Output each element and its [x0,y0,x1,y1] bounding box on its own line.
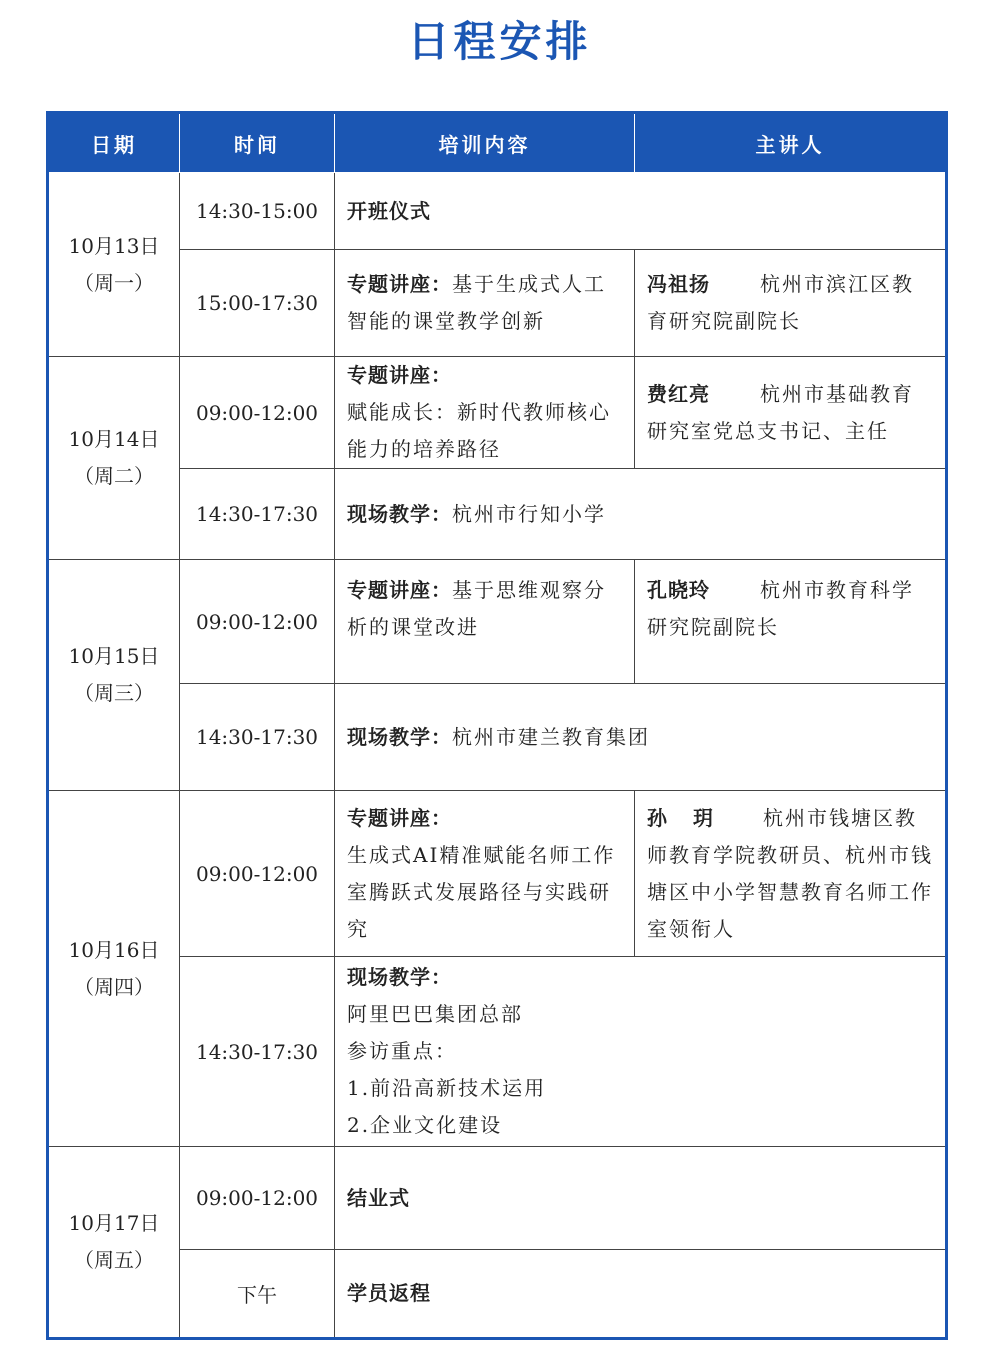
speaker-title: 杭州市基础教育研究室党总支书记、主任 [647,381,914,443]
weekday-text: （周三） [74,681,154,705]
content-line: 参访重点： [347,1039,457,1063]
speaker-cell [635,357,947,469]
content-label: 开班仪式 [347,198,431,223]
date-text: 10月17日 [68,1211,160,1235]
content-text: 杭州市行知小学 [452,501,606,526]
content-text: 生成式AI精准赋能名师工作室腾跃式发展路径与实践研究 [347,842,616,941]
content-cell [335,957,947,1147]
time-cell: 14:30-15:00 [180,173,335,250]
header-date: 日期 [48,113,180,173]
time-cell: 14:30-17:30 [180,469,335,560]
content-cell [335,173,947,250]
content-label: 专题讲座： [347,805,452,830]
table-row [48,1250,947,1339]
table-header-row [48,113,947,173]
weekday-text: （周二） [74,464,154,488]
content-line: 阿里巴巴集团总部 [347,1002,523,1026]
speaker-cell [635,791,947,957]
table-row [48,684,947,791]
content-cell [335,1147,947,1250]
table-row [48,250,947,357]
content-cell [335,250,635,357]
speaker-name: 孔晓玲 [647,578,710,602]
time-cell: 下午 [180,1250,335,1339]
content-cell [335,1250,947,1339]
weekday-text: （周五） [74,1248,154,1272]
time-cell: 09:00-12:00 [180,560,335,684]
speaker-name: 费红亮 [647,381,710,406]
content-cell [335,357,635,469]
content-text: 赋能成长：新时代教师核心能力的培养路径 [347,400,611,461]
content-label: 现场教学： [347,501,452,526]
date-text: 10月13日 [68,233,160,258]
content-label: 现场教学： [347,724,452,749]
table-row [48,560,947,684]
weekday-text: （周一） [74,270,154,295]
date-cell [48,560,180,791]
content-label: 学员返程 [347,1281,431,1305]
time-cell: 14:30-17:30 [180,957,335,1147]
header-speaker: 主讲人 [635,113,947,173]
content-line: 1.前沿高新技术运用 [347,1076,547,1100]
content-label: 现场教学： [347,965,452,989]
content-label: 专题讲座： [347,363,452,387]
date-cell [48,791,180,1147]
content-text: 杭州市建兰教育集团 [452,724,650,749]
speaker-name: 孙玥 [647,805,739,830]
table-row [48,469,947,560]
table-row [48,957,947,1147]
time-cell: 09:00-12:00 [180,791,335,957]
content-text: 基于思维观察分析的课堂改进 [347,578,606,639]
speaker-title: 杭州市钱塘区教师教育学院教研员、杭州市钱塘区中小学智慧教育名师工作室领衔人 [647,805,933,941]
time-cell: 14:30-17:30 [180,684,335,791]
schedule-table [46,111,948,1340]
date-cell [48,1147,180,1339]
content-text: 基于生成式人工智能的课堂教学创新 [347,272,606,333]
content-label: 结业式 [347,1185,410,1210]
content-cell [335,469,947,560]
date-cell [48,357,180,560]
time-cell: 15:00-17:30 [180,250,335,357]
table-row [48,357,947,469]
speaker-name: 冯祖扬 [647,272,710,296]
content-label: 专题讲座： [347,272,452,296]
header-content: 培训内容 [335,113,635,173]
speaker-title: 杭州市教育科学研究院副院长 [647,578,914,639]
content-cell [335,560,635,684]
header-time: 时间 [180,113,335,173]
page-title: 日程安排 [407,17,592,66]
content-label: 专题讲座： [347,578,452,602]
date-text: 10月14日 [68,427,160,451]
date-text: 10月16日 [68,937,160,962]
speaker-cell [635,560,947,684]
speaker-cell [635,250,947,357]
table-row [48,1147,947,1250]
weekday-text: （周四） [74,974,154,999]
date-text: 10月15日 [68,644,160,668]
time-cell: 09:00-12:00 [180,1147,335,1250]
table-row [48,173,947,250]
table-row [48,791,947,957]
time-cell: 09:00-12:00 [180,357,335,469]
content-cell [335,684,947,791]
content-cell [335,791,635,957]
content-line: 2.企业文化建设 [347,1113,503,1137]
speaker-title: 杭州市滨江区教育研究院副院长 [647,272,914,333]
date-cell [48,173,180,357]
